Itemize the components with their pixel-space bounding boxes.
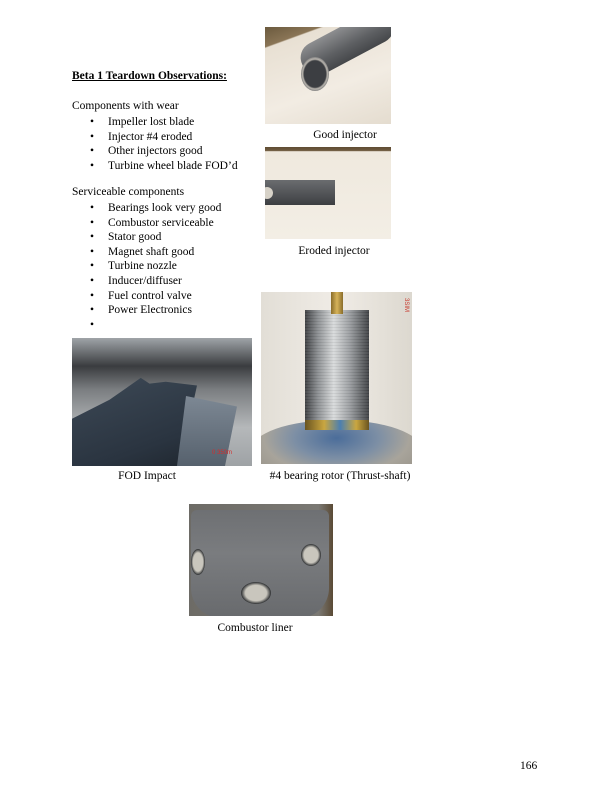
injector-bar xyxy=(265,180,335,205)
rotor-cylinder xyxy=(305,310,369,430)
list-item: • Bearings look very good xyxy=(90,201,221,216)
liner-hole xyxy=(241,582,271,604)
list-item: • Injector #4 eroded xyxy=(90,130,238,145)
eroded-injector-caption: Eroded injector xyxy=(298,245,370,257)
list-item: • Inducer/diffuser xyxy=(90,274,221,289)
list-item: • Power Electronics xyxy=(90,303,221,318)
liner-hole xyxy=(191,549,205,575)
wear-list xyxy=(90,115,238,173)
eroded-injector-photo xyxy=(265,147,391,239)
injector-end xyxy=(301,57,329,91)
good-injector-photo xyxy=(265,27,391,124)
list-item: • Turbine nozzle xyxy=(90,259,221,274)
rotor-mark: 3SIM xyxy=(403,298,409,313)
fod-impact-caption: FOD Impact xyxy=(118,470,176,482)
bearing-rotor-caption: #4 bearing rotor (Thrust-shaft) xyxy=(269,470,411,482)
list-item: • Other injectors good xyxy=(90,144,238,159)
list-item: • Magnet shaft good xyxy=(90,245,221,260)
combustor-liner-photo xyxy=(189,504,333,616)
liner-hole xyxy=(301,544,321,566)
page-number: 166 xyxy=(520,760,538,772)
page-title: Beta 1 Teardown Observations: xyxy=(72,70,227,82)
wear-heading: Components with wear xyxy=(72,100,179,112)
list-item: • Fuel control valve xyxy=(90,289,221,304)
damaged-blade xyxy=(72,376,197,466)
rotor-heat-band xyxy=(305,420,369,430)
bearing-rotor-photo xyxy=(261,292,412,464)
scale-label: 0 350m xyxy=(212,450,233,456)
combustor-liner-caption: Combustor liner xyxy=(217,622,293,634)
fod-impact-photo xyxy=(72,338,252,466)
list-item: • Combustor serviceable xyxy=(90,216,221,231)
list-item: • Turbine wheel blade FOD’d xyxy=(90,159,238,174)
list-item: • Stator good xyxy=(90,230,221,245)
good-injector-caption: Good injector xyxy=(313,129,377,141)
list-item xyxy=(90,318,221,333)
list-item: • Impeller lost blade xyxy=(90,115,238,130)
serviceable-list xyxy=(90,201,221,332)
rotor-shaft-top xyxy=(331,292,343,314)
serviceable-heading: Serviceable components xyxy=(72,186,185,198)
